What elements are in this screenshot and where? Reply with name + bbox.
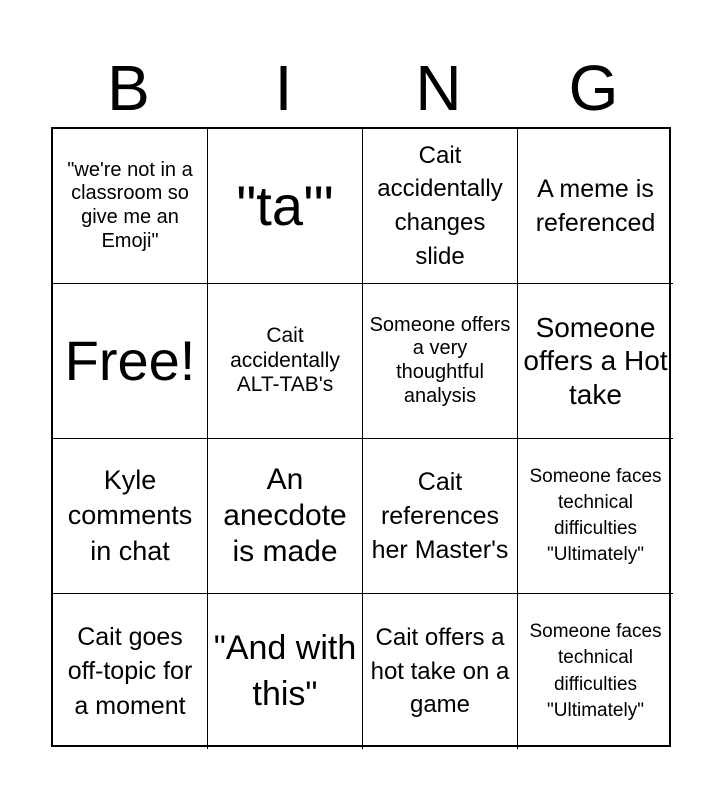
bingo-cell-r3c2[interactable]: An anecdote is made bbox=[208, 439, 363, 594]
bingo-cell-r4c4[interactable]: Someone faces technical difficulties "Ultimately" bbox=[529, 621, 662, 721]
bingo-cell-r1c1[interactable]: "we're not in a classroom so give me an Emoji" bbox=[53, 129, 208, 284]
bingo-cell-r4c2[interactable]: "And with this" bbox=[208, 594, 363, 749]
bingo-cell-r4c1[interactable]: Cait goes off-topic for a moment bbox=[53, 594, 208, 749]
bingo-cell-r2c3[interactable]: Someone offers a very thoughtful analysis bbox=[363, 284, 518, 439]
bingo-grid bbox=[51, 127, 671, 747]
bingo-cell-r2c1-free[interactable]: Free! bbox=[53, 284, 208, 439]
bingo-cell-r3c1[interactable]: Kyle comments in chat bbox=[53, 439, 208, 594]
bingo-cell-r1c4[interactable]: A meme is referenced bbox=[518, 129, 673, 284]
bingo-cell-r1c3[interactable]: Cait accidentally changes slide bbox=[363, 129, 518, 284]
bingo-cell-r2c4[interactable]: Someone offers a Hot take bbox=[518, 284, 673, 439]
header-letter-n: N bbox=[415, 52, 462, 124]
bingo-cell-r3c3[interactable]: Cait references her Master's bbox=[363, 439, 518, 594]
bingo-cell-r4c3[interactable]: Cait offers a hot take on a game bbox=[363, 594, 518, 749]
bingo-cell-r2c2[interactable]: Cait accidentally ALT-TAB's bbox=[208, 284, 363, 439]
bingo-cell-r3c4[interactable]: Someone faces technical difficulties "Ultimately" bbox=[518, 439, 673, 594]
header-letter-g: G bbox=[568, 52, 619, 124]
header-letter-i: I bbox=[274, 52, 293, 124]
bingo-header bbox=[51, 48, 671, 128]
header-letter-b: B bbox=[107, 52, 150, 124]
bingo-cell-r1c2[interactable]: "ta'" bbox=[208, 129, 363, 284]
